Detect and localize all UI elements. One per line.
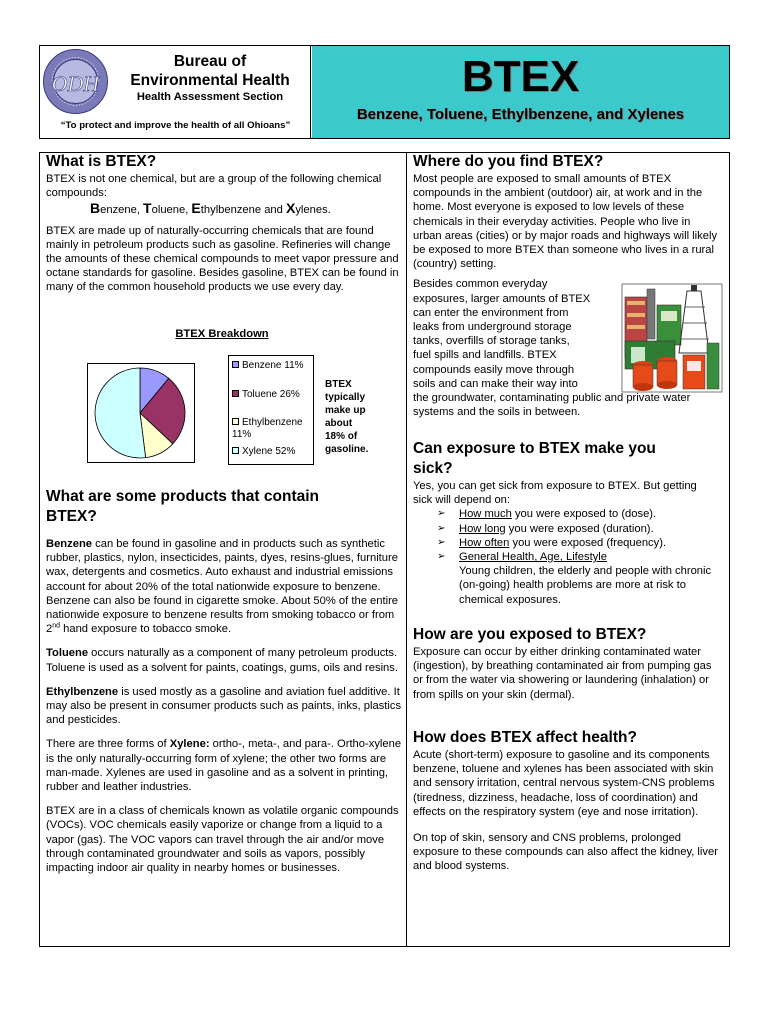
what-is-section bbox=[46, 152, 402, 295]
header-banner bbox=[39, 45, 730, 139]
affect-body: Acute (short-term) exposure to gasoline and its components benzene, toluene and xylenes has been associated with skin and sensory irritation, central nervous system-CNS problems (tiredness, dizziness, headache, loss of coordination) and effects on the respiratory system (eye and nose irritation). bbox=[413, 749, 715, 818]
sick-intro: Yes, you can get sick from exposure to BTEX. But getting sick will depend on: bbox=[413, 480, 697, 507]
affect-heading: How does BTEX affect health? bbox=[413, 729, 637, 746]
products-section bbox=[46, 487, 402, 875]
refinery-illustration bbox=[621, 283, 723, 393]
voc-paragraph: BTEX are in a class of chemicals known as volatile organic compounds (VOCs). VOC chemicals easily vaporize or change from a liquid to a vapor (gas). The VOC vapors can travel through the air and/or move through contaminated groundwater and soils as vapors, possibly impacting indoor air quality in nearby homes or businesses. bbox=[46, 805, 399, 875]
arrow-bullet-icon: ➢ bbox=[437, 508, 446, 520]
what-is-intro: BTEX is not one chemical, but are a group of the following chemical compounds: bbox=[46, 173, 382, 200]
arrow-bullet-icon: ➢ bbox=[437, 536, 446, 548]
pie-chart bbox=[88, 364, 194, 462]
exposed-section bbox=[413, 625, 719, 702]
chart-legend bbox=[228, 355, 314, 465]
page-subtitle: Benzene, Toluene, Ethylbenzene, and Xylenes bbox=[356, 106, 685, 123]
legend-swatch-benzene bbox=[232, 361, 239, 368]
arrow-bullet-icon: ➢ bbox=[437, 551, 446, 563]
ethylbenzene-paragraph: Ethylbenzene is used mostly as a gasoline and aviation fuel additive. It may also be present in consumer products such as paints, inks, plastics and pesticides. bbox=[46, 685, 402, 727]
sick-section bbox=[413, 439, 719, 607]
left-column bbox=[39, 152, 407, 947]
toluene-paragraph: Toluene occurs naturally as a component of many petroleum products. Toluene is used as a solvent for paints, coatings, gums, oils and resins. bbox=[46, 647, 398, 674]
arrow-bullet-icon: ➢ bbox=[437, 522, 446, 534]
legend-xylene: Xylene 52% bbox=[232, 446, 295, 458]
odh-seal-logo bbox=[42, 48, 109, 115]
xylene-paragraph: There are three forms of Xylene: ortho-, meta-, and para-. Ortho-xylene is the only naturally-occurring form of xylene; the other two forms are man-made. Xylenes are used in gasoline and as a solvent in printing, rubber and leather industries. bbox=[46, 738, 402, 794]
chart-title: BTEX Breakdown bbox=[175, 328, 269, 340]
legend-swatch-xylene bbox=[232, 447, 239, 454]
seal-mark: ODH bbox=[51, 71, 100, 96]
motto: “To protect and improve the health of all Ohioans” bbox=[60, 120, 291, 131]
benzene-paragraph: Benzene can be found in gasoline and in products such as synthetic rubber, plastics, nylon, insecticides, paints, dyes, resins-glues, furniture wax, detergents and cosmetics. Auto exhaust and industrial emissions account for about 20% of the total nationwide exposure to benzene. Benzene can also be found in cigarette smoke. About 50% of the entire nationwide exposure to benzene results from smoking tobacco or from 2nd hand exposure to tobacco smoke. bbox=[46, 538, 399, 636]
sick-heading: Can exposure to BTEX make you sick? bbox=[413, 440, 656, 477]
chart-note: BTEX typically make up about 18% of gasoline. bbox=[325, 379, 369, 455]
where-body-2: Besides common everyday exposures, larger amounts of BTEX can enter the environment from leaks from underground storage tanks, overfills of storage tanks, fuel spills and landfills. BTEX compounds easily move through soils and can make their way into the groundwater, contaminating public and private water systems and the soils in between. bbox=[413, 278, 691, 419]
bureau-name: Bureau of Environmental Health bbox=[130, 53, 290, 89]
legend-swatch-toluene bbox=[232, 390, 239, 397]
page-title: BTEX bbox=[461, 52, 580, 101]
title-panel bbox=[312, 46, 729, 138]
legend-benzene: Benzene 11% bbox=[232, 360, 304, 372]
where-body: Most people are exposed to small amounts of BTEX compounds in the ambient (outdoor) air, at work and in the home. Most everyone is exposed to low levels of these chemicals in their everyday activities. People who live in urban areas (cities) or by major roads and highways will likely be exposed to more BTEX than someone who lives in a rural (country) setting. bbox=[413, 173, 718, 271]
list-item: ➢ General Health, Age, Lifestyle bbox=[437, 551, 608, 564]
what-is-body: BTEX are made up of naturally-occurring chemicals that are found mainly in petroleum products such as gasoline. Refineries will change the amounts of these chemical compounds to meet vapor pressure and octane standards for gasoline. Besides gasoline, BTEX can be found in many of the common household products we use every day. bbox=[46, 224, 399, 294]
where-heading: Where do you find BTEX? bbox=[413, 153, 604, 170]
bureau-panel bbox=[40, 46, 311, 138]
affect-section bbox=[413, 728, 719, 874]
products-heading: What are some products that contain BTEX? bbox=[46, 488, 320, 525]
what-is-heading: What is BTEX? bbox=[46, 153, 157, 170]
affect-body-2: On top of skin, sensory and CNS problems, prolonged exposure to these compounds can also affect the kidney, liver and blood systems. bbox=[413, 832, 718, 873]
legend-toluene: Toluene 26% bbox=[232, 389, 300, 401]
list-item: ➢ How long you were exposed (duration). bbox=[437, 522, 654, 535]
legend-swatch-ethylbenzene bbox=[232, 418, 239, 425]
compound-list: Benzene, Toluene, Ethylbenzene and Xylenes. bbox=[90, 200, 331, 217]
right-column bbox=[406, 152, 730, 947]
list-item: ➢ How often you were exposed (frequency). bbox=[437, 536, 667, 549]
sick-factor-list bbox=[437, 507, 719, 564]
pie-slice-xylene bbox=[95, 368, 146, 458]
sick-note: Young children, the elderly and people with chronic (on-going) health problems are more at risk to chemical exposures. bbox=[459, 565, 712, 606]
section-name: Health Assessment Section bbox=[136, 91, 284, 103]
list-item: ➢ How much you were exposed to (dose). bbox=[437, 508, 657, 521]
pie-chart-frame bbox=[87, 363, 195, 463]
exposed-body: Exposure can occur by either drinking contaminated water (ingestion), by breathing contaminated air from pumping gas or from the water via showering or laundering (inhalation) or from spills on your skin (dermal). bbox=[413, 646, 712, 701]
exposed-heading: How are you exposed to BTEX? bbox=[413, 626, 647, 643]
legend-ethylbenzene: Ethylbenzene 11% bbox=[232, 417, 303, 440]
